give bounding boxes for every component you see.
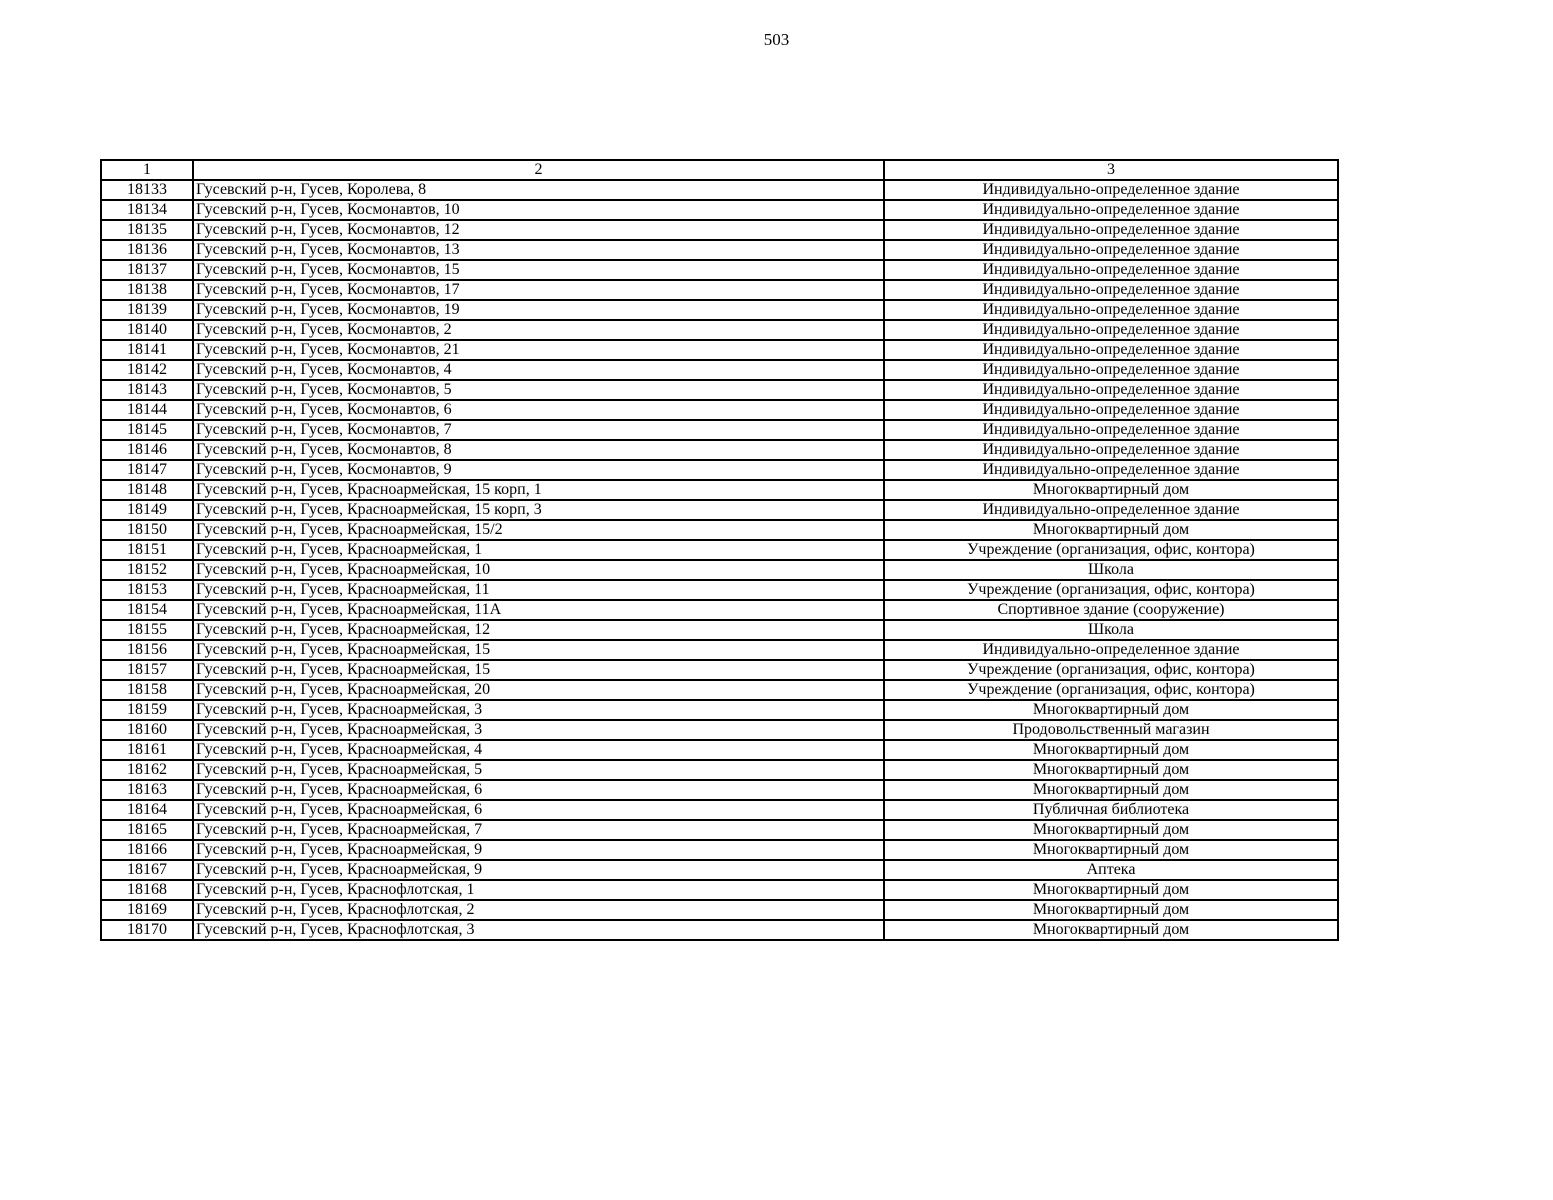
row-type-cell: Индивидуально-определенное здание bbox=[884, 300, 1338, 320]
table-row bbox=[101, 440, 1338, 460]
row-id-cell: 18152 bbox=[101, 560, 193, 580]
row-address-cell: Гусевский р-н, Гусев, Красноармейская, 20 bbox=[193, 680, 884, 700]
table-row bbox=[101, 280, 1338, 300]
row-type-cell: Учреждение (организация, офис, контора) bbox=[884, 540, 1338, 560]
row-id-cell: 18160 bbox=[101, 720, 193, 740]
header-col-1: 1 bbox=[101, 160, 193, 180]
row-address-cell: Гусевский р-н, Гусев, Космонавтов, 12 bbox=[193, 220, 884, 240]
row-type-cell: Многоквартирный дом bbox=[884, 900, 1338, 920]
row-address-cell: Гусевский р-н, Гусев, Красноармейская, 3 bbox=[193, 700, 884, 720]
row-type-cell: Индивидуально-определенное здание bbox=[884, 220, 1338, 240]
row-type-cell: Индивидуально-определенное здание bbox=[884, 340, 1338, 360]
row-type-cell: Индивидуально-определенное здание bbox=[884, 640, 1338, 660]
row-id-cell: 18163 bbox=[101, 780, 193, 800]
table-row bbox=[101, 420, 1338, 440]
table-row bbox=[101, 860, 1338, 880]
row-type-cell: Многоквартирный дом bbox=[884, 920, 1338, 940]
row-id-cell: 18161 bbox=[101, 740, 193, 760]
row-id-cell: 18164 bbox=[101, 800, 193, 820]
row-type-cell: Многоквартирный дом bbox=[884, 880, 1338, 900]
row-address-cell: Гусевский р-н, Гусев, Космонавтов, 13 bbox=[193, 240, 884, 260]
table-row bbox=[101, 300, 1338, 320]
row-address-cell: Гусевский р-н, Гусев, Королева, 8 bbox=[193, 180, 884, 200]
row-id-cell: 18140 bbox=[101, 320, 193, 340]
row-type-cell: Многоквартирный дом bbox=[884, 480, 1338, 500]
row-type-cell: Индивидуально-определенное здание bbox=[884, 180, 1338, 200]
table-row bbox=[101, 740, 1338, 760]
row-address-cell: Гусевский р-н, Гусев, Красноармейская, 11 bbox=[193, 580, 884, 600]
row-address-cell: Гусевский р-н, Гусев, Красноармейская, 5 bbox=[193, 760, 884, 780]
row-id-cell: 18138 bbox=[101, 280, 193, 300]
header-col-2: 2 bbox=[193, 160, 884, 180]
row-address-cell: Гусевский р-н, Гусев, Красноармейская, 15 bbox=[193, 640, 884, 660]
row-address-cell: Гусевский р-н, Гусев, Красноармейская, 15 bbox=[193, 660, 884, 680]
row-address-cell: Гусевский р-н, Гусев, Космонавтов, 19 bbox=[193, 300, 884, 320]
row-id-cell: 18148 bbox=[101, 480, 193, 500]
table-row bbox=[101, 920, 1338, 940]
row-address-cell: Гусевский р-н, Гусев, Красноармейская, 11А bbox=[193, 600, 884, 620]
row-address-cell: Гусевский р-н, Гусев, Космонавтов, 10 bbox=[193, 200, 884, 220]
table-row bbox=[101, 700, 1338, 720]
row-id-cell: 18170 bbox=[101, 920, 193, 940]
row-id-cell: 18166 bbox=[101, 840, 193, 860]
row-address-cell: Гусевский р-н, Гусев, Красноармейская, 15/2 bbox=[193, 520, 884, 540]
row-id-cell: 18133 bbox=[101, 180, 193, 200]
row-type-cell: Многоквартирный дом bbox=[884, 520, 1338, 540]
table-row bbox=[101, 480, 1338, 500]
table-row bbox=[101, 720, 1338, 740]
row-type-cell: Учреждение (организация, офис, контора) bbox=[884, 680, 1338, 700]
row-address-cell: Гусевский р-н, Гусев, Красноармейская, 1 bbox=[193, 540, 884, 560]
row-type-cell: Индивидуально-определенное здание bbox=[884, 380, 1338, 400]
table-row bbox=[101, 620, 1338, 640]
table-row bbox=[101, 180, 1338, 200]
table-row bbox=[101, 260, 1338, 280]
row-id-cell: 18167 bbox=[101, 860, 193, 880]
table-row bbox=[101, 880, 1338, 900]
table-row bbox=[101, 640, 1338, 660]
row-id-cell: 18136 bbox=[101, 240, 193, 260]
table-row bbox=[101, 360, 1338, 380]
row-type-cell: Многоквартирный дом bbox=[884, 820, 1338, 840]
registry-table bbox=[100, 159, 1339, 941]
row-type-cell: Аптека bbox=[884, 860, 1338, 880]
row-type-cell: Индивидуально-определенное здание bbox=[884, 280, 1338, 300]
table-row bbox=[101, 560, 1338, 580]
row-type-cell: Индивидуально-определенное здание bbox=[884, 400, 1338, 420]
row-id-cell: 18143 bbox=[101, 380, 193, 400]
table-row bbox=[101, 460, 1338, 480]
row-type-cell: Многоквартирный дом bbox=[884, 780, 1338, 800]
table-row bbox=[101, 680, 1338, 700]
table-row bbox=[101, 520, 1338, 540]
row-id-cell: 18154 bbox=[101, 600, 193, 620]
row-id-cell: 18149 bbox=[101, 500, 193, 520]
row-type-cell: Школа bbox=[884, 560, 1338, 580]
row-id-cell: 18145 bbox=[101, 420, 193, 440]
table-row bbox=[101, 320, 1338, 340]
row-address-cell: Гусевский р-н, Гусев, Красноармейская, 7 bbox=[193, 820, 884, 840]
row-type-cell: Учреждение (организация, офис, контора) bbox=[884, 660, 1338, 680]
row-id-cell: 18162 bbox=[101, 760, 193, 780]
row-type-cell: Публичная библиотека bbox=[884, 800, 1338, 820]
row-type-cell: Продовольственный магазин bbox=[884, 720, 1338, 740]
row-address-cell: Гусевский р-н, Гусев, Красноармейская, 9 bbox=[193, 860, 884, 880]
row-address-cell: Гусевский р-н, Гусев, Космонавтов, 15 bbox=[193, 260, 884, 280]
table-row bbox=[101, 600, 1338, 620]
row-type-cell: Индивидуально-определенное здание bbox=[884, 240, 1338, 260]
row-type-cell: Индивидуально-определенное здание bbox=[884, 420, 1338, 440]
table-row bbox=[101, 760, 1338, 780]
row-id-cell: 18158 bbox=[101, 680, 193, 700]
header-row bbox=[101, 160, 1338, 180]
row-address-cell: Гусевский р-н, Гусев, Красноармейская, 3 bbox=[193, 720, 884, 740]
row-type-cell: Многоквартирный дом bbox=[884, 700, 1338, 720]
row-id-cell: 18153 bbox=[101, 580, 193, 600]
row-id-cell: 18134 bbox=[101, 200, 193, 220]
table-row bbox=[101, 340, 1338, 360]
row-type-cell: Учреждение (организация, офис, контора) bbox=[884, 580, 1338, 600]
row-id-cell: 18151 bbox=[101, 540, 193, 560]
row-type-cell: Индивидуально-определенное здание bbox=[884, 260, 1338, 280]
row-address-cell: Гусевский р-н, Гусев, Краснофлотская, 2 bbox=[193, 900, 884, 920]
row-type-cell: Многоквартирный дом bbox=[884, 760, 1338, 780]
row-address-cell: Гусевский р-н, Гусев, Космонавтов, 6 bbox=[193, 400, 884, 420]
row-id-cell: 18146 bbox=[101, 440, 193, 460]
table-body bbox=[101, 180, 1338, 940]
row-address-cell: Гусевский р-н, Гусев, Космонавтов, 9 bbox=[193, 460, 884, 480]
row-address-cell: Гусевский р-н, Гусев, Космонавтов, 7 bbox=[193, 420, 884, 440]
row-address-cell: Гусевский р-н, Гусев, Космонавтов, 5 bbox=[193, 380, 884, 400]
row-id-cell: 18135 bbox=[101, 220, 193, 240]
row-address-cell: Гусевский р-н, Гусев, Космонавтов, 2 bbox=[193, 320, 884, 340]
row-id-cell: 18147 bbox=[101, 460, 193, 480]
table-row bbox=[101, 780, 1338, 800]
row-id-cell: 18169 bbox=[101, 900, 193, 920]
table-row bbox=[101, 220, 1338, 240]
row-id-cell: 18141 bbox=[101, 340, 193, 360]
table-row bbox=[101, 580, 1338, 600]
table-row bbox=[101, 900, 1338, 920]
table-row bbox=[101, 660, 1338, 680]
row-id-cell: 18168 bbox=[101, 880, 193, 900]
row-type-cell: Школа bbox=[884, 620, 1338, 640]
row-id-cell: 18144 bbox=[101, 400, 193, 420]
row-type-cell: Индивидуально-определенное здание bbox=[884, 320, 1338, 340]
row-type-cell: Индивидуально-определенное здание bbox=[884, 200, 1338, 220]
table-row bbox=[101, 380, 1338, 400]
row-address-cell: Гусевский р-н, Гусев, Космонавтов, 4 bbox=[193, 360, 884, 380]
row-type-cell: Индивидуально-определенное здание bbox=[884, 440, 1338, 460]
row-id-cell: 18157 bbox=[101, 660, 193, 680]
row-address-cell: Гусевский р-н, Гусев, Краснофлотская, 1 bbox=[193, 880, 884, 900]
table-row bbox=[101, 540, 1338, 560]
row-id-cell: 18142 bbox=[101, 360, 193, 380]
row-id-cell: 18155 bbox=[101, 620, 193, 640]
header-col-3: 3 bbox=[884, 160, 1338, 180]
row-type-cell: Индивидуально-определенное здание bbox=[884, 460, 1338, 480]
row-address-cell: Гусевский р-н, Гусев, Красноармейская, 6 bbox=[193, 800, 884, 820]
row-address-cell: Гусевский р-н, Гусев, Красноармейская, 9 bbox=[193, 840, 884, 860]
row-id-cell: 18156 bbox=[101, 640, 193, 660]
table-header bbox=[101, 160, 1338, 180]
row-address-cell: Гусевский р-н, Гусев, Космонавтов, 17 bbox=[193, 280, 884, 300]
row-id-cell: 18139 bbox=[101, 300, 193, 320]
table-row bbox=[101, 820, 1338, 840]
table-row bbox=[101, 200, 1338, 220]
table-row bbox=[101, 500, 1338, 520]
table-row bbox=[101, 800, 1338, 820]
row-address-cell: Гусевский р-н, Гусев, Красноармейская, 12 bbox=[193, 620, 884, 640]
row-type-cell: Многоквартирный дом bbox=[884, 740, 1338, 760]
row-address-cell: Гусевский р-н, Гусев, Космонавтов, 21 bbox=[193, 340, 884, 360]
row-id-cell: 18150 bbox=[101, 520, 193, 540]
row-type-cell: Многоквартирный дом bbox=[884, 840, 1338, 860]
row-type-cell: Индивидуально-определенное здание bbox=[884, 360, 1338, 380]
row-address-cell: Гусевский р-н, Гусев, Красноармейская, 10 bbox=[193, 560, 884, 580]
row-address-cell: Гусевский р-н, Гусев, Космонавтов, 8 bbox=[193, 440, 884, 460]
table-row bbox=[101, 400, 1338, 420]
row-address-cell: Гусевский р-н, Гусев, Красноармейская, 6 bbox=[193, 780, 884, 800]
row-type-cell: Индивидуально-определенное здание bbox=[884, 500, 1338, 520]
row-address-cell: Гусевский р-н, Гусев, Красноармейская, 15 корп, 1 bbox=[193, 480, 884, 500]
row-address-cell: Гусевский р-н, Гусев, Красноармейская, 15 корп, 3 bbox=[193, 500, 884, 520]
page-number: 503 bbox=[763, 30, 790, 49]
row-id-cell: 18159 bbox=[101, 700, 193, 720]
table-row bbox=[101, 840, 1338, 860]
row-type-cell: Спортивное здание (сооружение) bbox=[884, 600, 1338, 620]
row-address-cell: Гусевский р-н, Гусев, Красноармейская, 4 bbox=[193, 740, 884, 760]
row-id-cell: 18137 bbox=[101, 260, 193, 280]
row-id-cell: 18165 bbox=[101, 820, 193, 840]
table-row bbox=[101, 240, 1338, 260]
row-address-cell: Гусевский р-н, Гусев, Краснофлотская, 3 bbox=[193, 920, 884, 940]
